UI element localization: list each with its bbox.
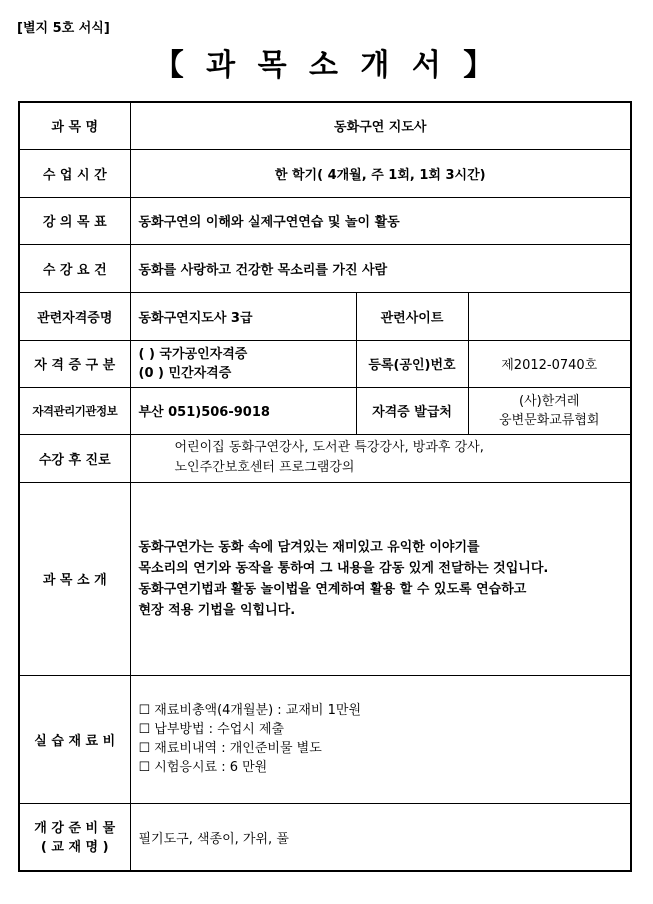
- career-value: [130, 434, 630, 482]
- form-table: [20, 103, 630, 872]
- row-course-name: [20, 103, 630, 149]
- career-line-1: 어린이집 동화구연강사, 도서관 특강강사, 방과후 강사,: [174, 440, 484, 455]
- course-name-label: 과 목 명: [20, 103, 130, 149]
- row-intro: [20, 482, 630, 675]
- materials-label: [20, 803, 130, 872]
- materials-label-line-2: ( 교 재 명 ): [40, 839, 109, 855]
- course-name-value: 동화구연 지도사: [130, 103, 630, 149]
- intro-value: [130, 482, 630, 675]
- career-line-2: 노인주간보호센터 프로그램강의: [174, 460, 355, 475]
- issuer-label: 자격증 발급처: [356, 387, 468, 434]
- issuer-line-1: (사)한겨레: [519, 393, 580, 409]
- fee-item: ☐ 시험응시료 : 6 만원: [138, 760, 268, 775]
- related-site-label: 관련사이트: [356, 292, 468, 340]
- national-cert-option: ( ) 국가공인자격증: [138, 346, 248, 362]
- row-fees: [20, 675, 630, 803]
- class-time-value: 한 학기( 4개월, 주 1회, 1회 3시간): [130, 149, 630, 197]
- career-label: 수강 후 진로: [20, 434, 130, 482]
- certificate-value: 동화구연지도사 3급: [130, 292, 356, 340]
- intro-line: 현장 적용 기법을 익힙니다.: [138, 602, 296, 618]
- row-objective: [20, 197, 630, 244]
- registration-number-label: 등록(공인)번호: [356, 340, 468, 387]
- related-site-value: [468, 292, 630, 340]
- intro-line: 동화구연기법과 활동 놀이법을 연계하여 활용 할 수 있도록 연습하고: [138, 581, 527, 597]
- cert-type-value: [130, 340, 356, 387]
- form-reference: [별지 5호 서식]: [17, 21, 110, 36]
- row-certificate: [20, 292, 630, 340]
- issuer-line-2: 웅변문화교류협회: [499, 412, 600, 428]
- fee-item: ☐ 재료비내역 : 개인준비물 별도: [138, 741, 322, 756]
- fees-label: 실 습 재 료 비: [20, 675, 130, 803]
- cert-admin-value: 부산 051)506-9018: [130, 387, 356, 434]
- private-cert-option: (0 ) 민간자격증: [138, 365, 232, 381]
- row-materials: [20, 803, 630, 872]
- fee-item: ☐ 재료비총액(4개월분) : 교재비 1만원: [138, 703, 362, 718]
- fee-item: ☐ 납부방법 : 수업시 제출: [138, 722, 285, 737]
- requirement-value: 동화를 사랑하고 건강한 목소리를 가진 사람: [130, 244, 630, 292]
- issuer-value: [468, 387, 630, 434]
- row-cert-admin: [20, 387, 630, 434]
- intro-line: 동화구연가는 동화 속에 담겨있는 재미있고 유익한 이야기를: [138, 539, 480, 555]
- materials-label-line-1: 개 강 준 비 물: [34, 820, 116, 836]
- materials-value: 필기도구, 색종이, 가위, 풀: [130, 803, 630, 872]
- intro-label: 과 목 소 개: [20, 482, 130, 675]
- course-intro-form: [18, 101, 632, 872]
- cert-admin-label: 자격관리기관정보: [20, 387, 130, 434]
- cert-type-label: 자 격 증 구 분: [20, 340, 130, 387]
- requirement-label: 수 강 요 건: [20, 244, 130, 292]
- objective-value: 동화구연의 이해와 실제구연연습 및 놀이 활동: [130, 197, 630, 244]
- certificate-label: 관련자격증명: [20, 292, 130, 340]
- fees-value: [130, 675, 630, 803]
- class-time-label: 수 업 시 간: [20, 149, 130, 197]
- objective-label: 강 의 목 표: [20, 197, 130, 244]
- row-cert-type: [20, 340, 630, 387]
- row-requirement: [20, 244, 630, 292]
- row-class-time: [20, 149, 630, 197]
- row-career: [20, 434, 630, 482]
- registration-number-value: 제2012-0740호: [468, 340, 630, 387]
- page-title: 【 과 목 소 개 서 】: [153, 48, 500, 83]
- intro-line: 목소리의 연기와 동작을 통하여 그 내용을 감동 있게 전달하는 것입니다.: [138, 560, 549, 576]
